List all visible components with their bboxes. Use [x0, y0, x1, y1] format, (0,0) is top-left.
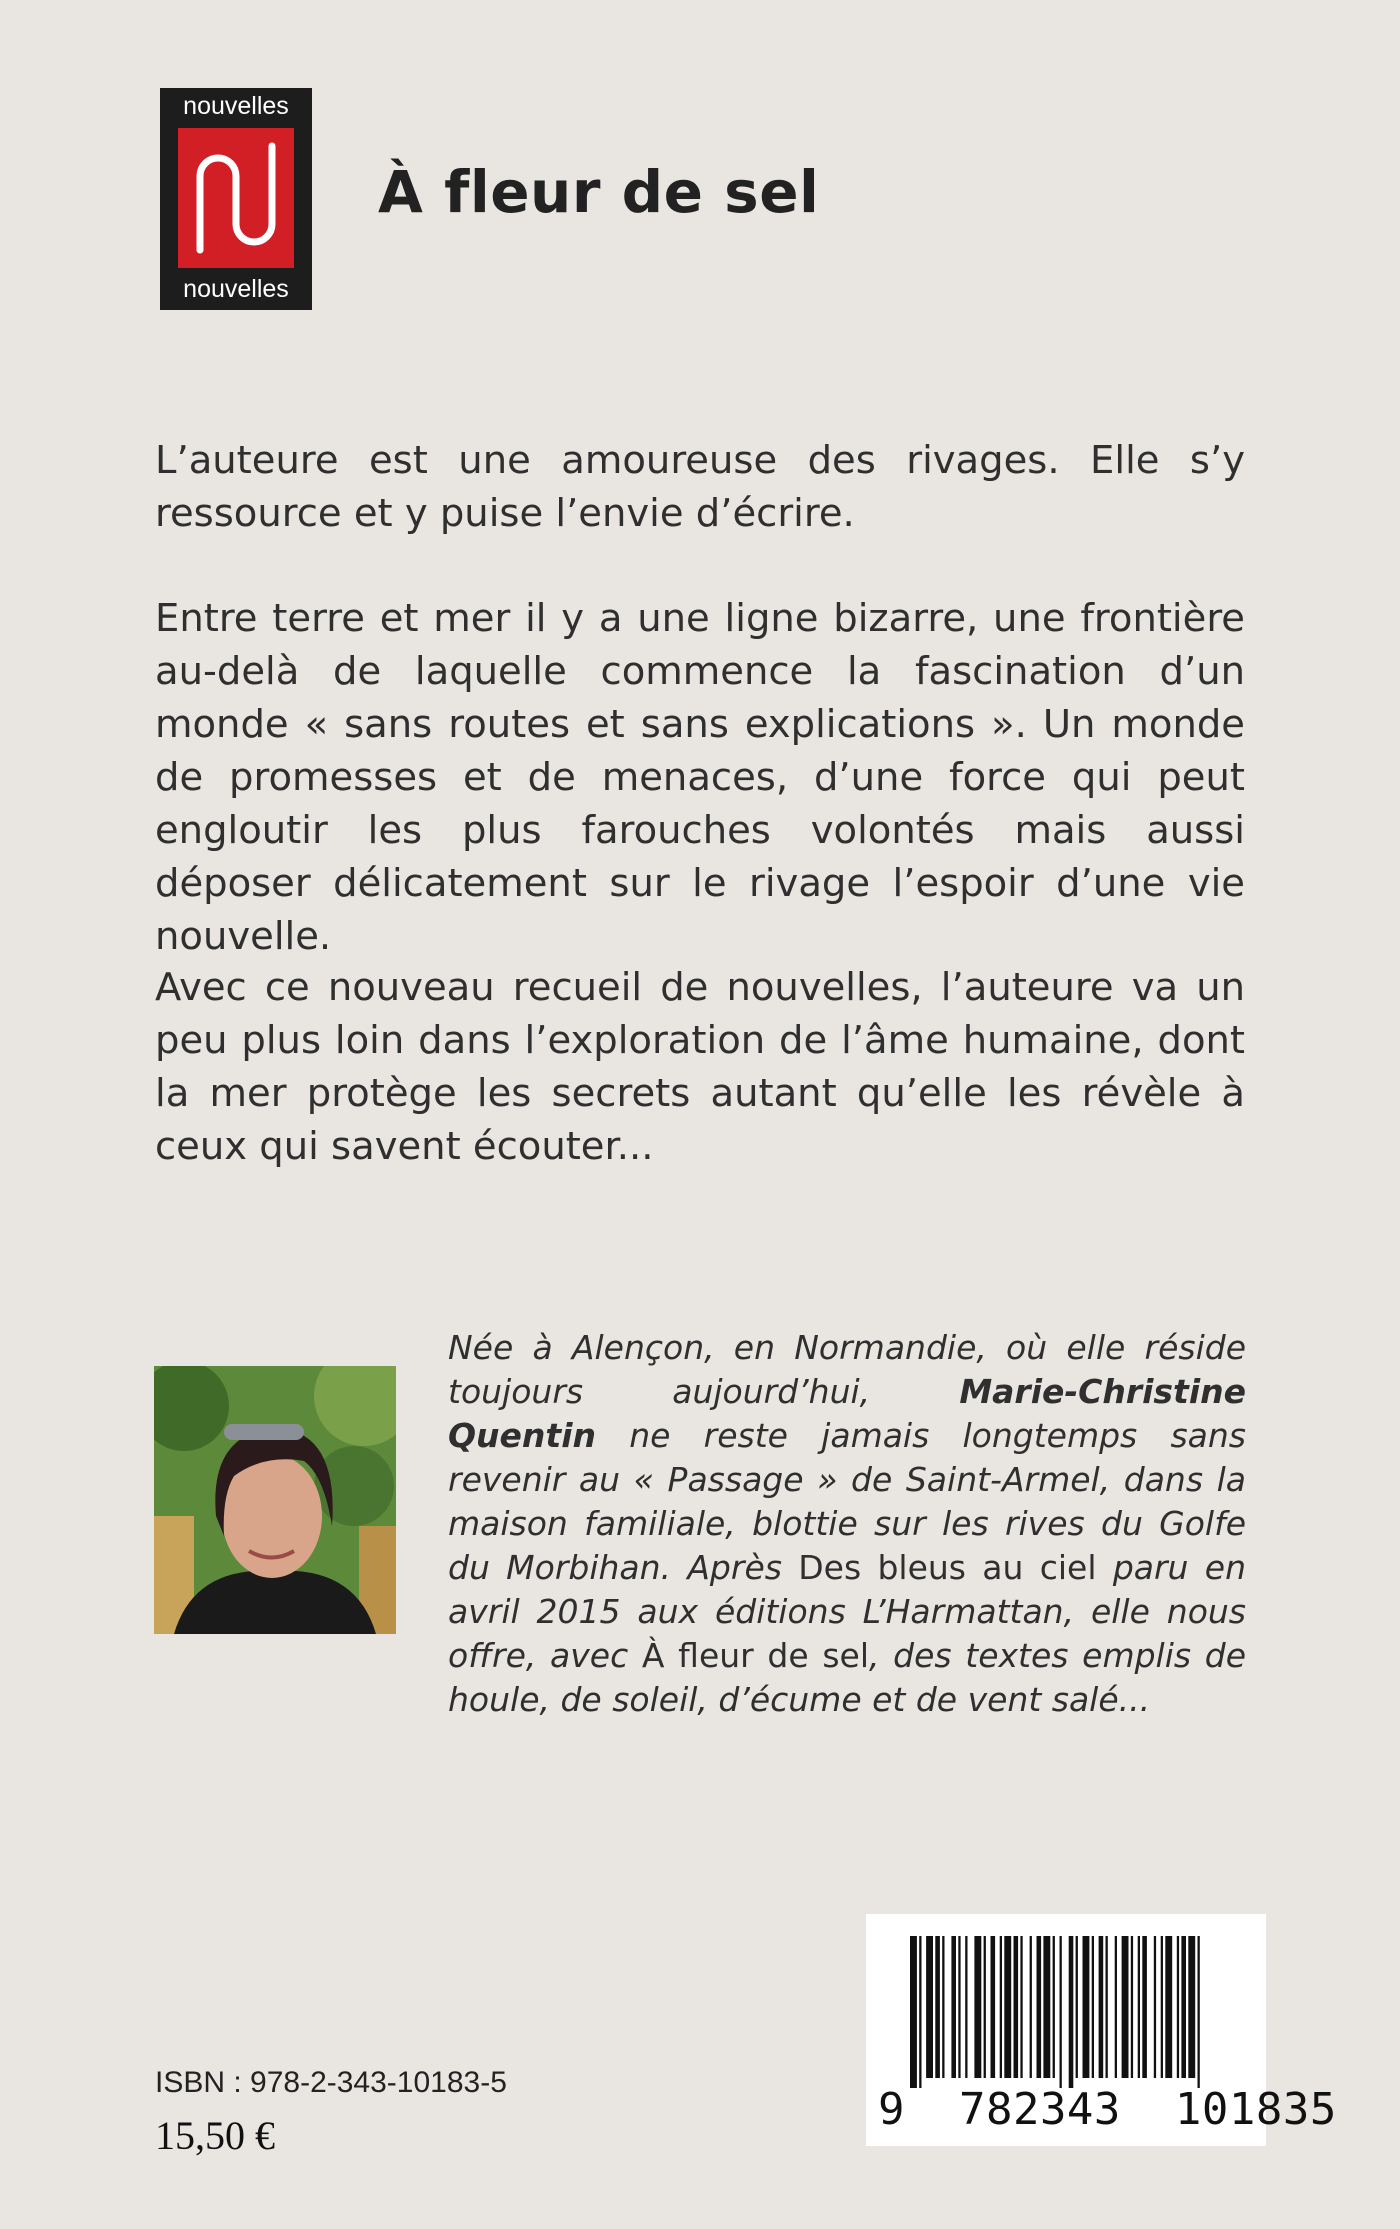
blurb-paragraph-2: Entre terre et mer il y a une ligne bizarre, une frontière au-delà de laquelle commence la fascination d’un monde « sans routes et sans explications ». Un monde de promesses et de menaces, d’une force qui peut engloutir les plus farouches volontés mais aussi déposer délicatement sur le rivage l’espoir d’une vie nouvelle. [155, 596, 1245, 959]
barcode-bar [991, 1936, 996, 2078]
barcode-bar [926, 1936, 933, 2078]
author-name: Marie-Christine Quentin [448, 1372, 1246, 1455]
barcode-bar [910, 1936, 917, 2088]
barcode-bar [1060, 1936, 1062, 2088]
barcode-bar [1000, 1936, 1002, 2078]
barcode-bar [1131, 1936, 1133, 2078]
barcode-bar [1161, 1936, 1163, 2078]
nu-logo-icon [178, 128, 294, 268]
barcode-bar [1083, 1936, 1090, 2078]
barcode-digits: 9 782343 101835 [878, 2084, 1337, 2135]
barcode-bar [1122, 1936, 1129, 2078]
isbn: ISBN : 978-2-343-10183-5 [155, 2066, 507, 2099]
bio-mid-1: ne reste jamais longtemps sans revenir au « Passage » de Saint-Armel, dans la maison familiale, blottie sur les rives du Golfe du Morbihan. Après [448, 1416, 1246, 1587]
barcode-bar [942, 1936, 944, 2078]
barcode-bar [1037, 1936, 1042, 2078]
author-portrait-icon [154, 1366, 396, 1634]
logo-bottom-text: nouvelles [183, 275, 289, 303]
barcode-bar [1043, 1936, 1050, 2078]
barcode-bar [1106, 1936, 1108, 2078]
barcode-bar [1188, 1936, 1195, 2078]
barcode-bar [919, 1936, 921, 2088]
barcode-bar [958, 1936, 960, 2078]
barcode-bar [1020, 1936, 1022, 2078]
barcode-bar [1142, 1936, 1147, 2078]
barcode-bar [1004, 1936, 1011, 2078]
barcode-bar [1092, 1936, 1094, 2078]
author-photo [154, 1366, 396, 1634]
barcode-bar [1115, 1936, 1117, 2078]
logo-mark [178, 128, 294, 268]
barcode-bar [974, 1936, 981, 2078]
publisher-logo [160, 88, 312, 310]
previous-book-title: Des bleus au ciel [798, 1548, 1097, 1587]
logo-top-text: nouvelles [183, 92, 289, 120]
barcode-bar [1154, 1936, 1156, 2078]
barcode-bar [984, 1936, 986, 2078]
barcode-bar [1014, 1936, 1019, 2078]
barcode-bar [1076, 1936, 1078, 2078]
bio-mid-2: paru en avril 2015 aux éditions L’Harmattan, elle nous offre, avec [448, 1548, 1246, 1675]
barcode-bar [951, 1936, 956, 2078]
bio-end: , des textes emplis de houle, de soleil, d’écume et de vent salé... [448, 1636, 1247, 1719]
barcode-bar [935, 1936, 940, 2078]
bio-book-title: À fleur de sel [641, 1636, 869, 1675]
barcode [866, 1914, 1337, 2146]
book-title: À fleur de sel [378, 158, 820, 226]
blurb-paragraph-1: L’auteure est une amoureuse des rivages. Elle s’y ressource et y puise l’envie d’écrire. [155, 438, 1245, 536]
barcode-bar [1165, 1936, 1172, 2078]
barcode-bar [1138, 1936, 1140, 2078]
barcode-bar [1069, 1936, 1074, 2088]
barcode-bar [1030, 1936, 1032, 2078]
author-bio [448, 1326, 1246, 1722]
barcode-bar [1053, 1936, 1055, 2078]
barcode-bar [1198, 1936, 1200, 2088]
barcode-bar [965, 1936, 967, 2078]
bio-intro: Née à Alençon, en Normandie, où elle réside toujours aujourd’hui, [448, 1328, 1246, 1411]
price: 15,50 € [155, 2113, 275, 2158]
barcode-bar [1177, 1936, 1179, 2078]
barcode-bar [1181, 1936, 1186, 2078]
blurb-paragraph-3: Avec ce nouveau recueil de nouvelles, l’auteure va un peu plus loin dans l’exploration de l’âme humaine, dont la mer protège les secrets autant qu’elle les révèle à ceux qui savent écouter... [155, 965, 1245, 1169]
barcode-bar [1099, 1936, 1104, 2078]
